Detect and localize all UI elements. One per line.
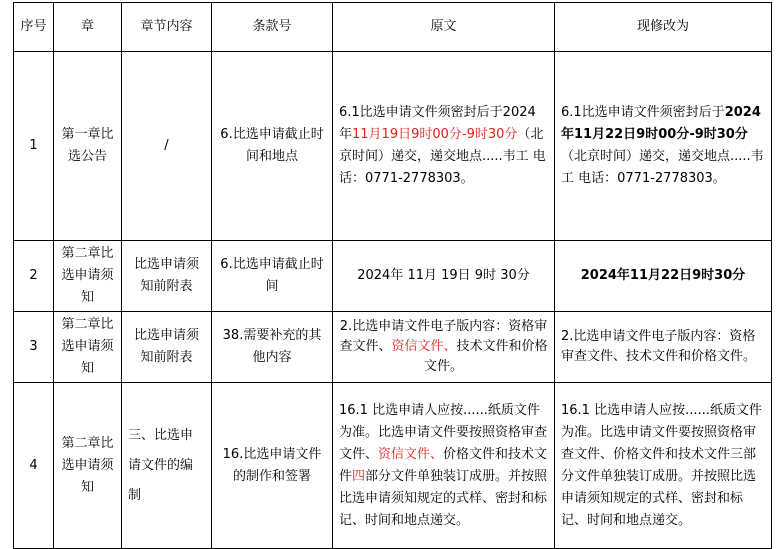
row-chapter: 第二章比选申请须知 [54,312,122,383]
row-clause: 16.比选申请文件的制作和签署 [212,383,333,549]
original-text-mid: 价格文件和技术文件 [339,446,548,484]
table-row [14,383,772,549]
row-clause: 6.比选申请截止时间 [212,241,333,312]
row-seq: 3 [14,312,54,383]
original-credit-file-highlight: 资信文件、 [378,446,444,462]
table-header-row [14,3,772,52]
row-chapter: 第二章比选申请须知 [54,383,122,549]
row-original [333,383,555,549]
original-text-tail: 部分文件单独装订成册。并按照比选申请须知规定的式样、密封和标记、时间和地点递交。 [339,468,548,528]
row-revised: 2024年11月22日9时30分 [555,241,772,312]
header-chapter: 章 [54,3,122,52]
row-section: 比选申请须知前附表 [122,312,212,383]
row-seq: 2 [14,241,54,312]
header-section: 章节内容 [122,3,212,52]
row-revised [555,52,772,241]
original-credit-file-highlight: 资信文件、 [391,339,457,354]
original-text: 16.1 比选申请人应按......纸质文件为准。比选申请文件要按照资格审查文件、 [339,402,548,462]
original-text-tail: 技术文件和价格文件。 [423,339,548,374]
revised-deadline-bold: 2024年11月22日9时00分-9时30分 [561,105,761,142]
original-text: 6.1比选申请文件须密封后于2024年 [339,105,536,142]
row-seq: 4 [14,383,54,549]
table-row [14,241,772,312]
original-text-tail: （北京时间）递交，递交地点.....韦工 电话：0771-2778303。 [339,127,546,186]
header-original: 原文 [333,3,555,52]
row-revised: 2.比选申请文件电子版内容：资格审查文件、技术文件和价格文件。 [555,312,772,383]
row-clause: 38.需要补充的其他内容 [212,312,333,383]
header-seq: 序号 [14,3,54,52]
row-section: / [122,52,212,241]
row-revised: 16.1 比选申请人应按......纸质文件为准。比选申请文件要按照资格审查文件、价格文件和技术文件三部分文件单独装订成册。并按照比选申请须知规定的式样、密封和标记、时间和地点递交。 [555,383,772,549]
row-seq: 1 [14,52,54,241]
row-chapter: 第一章比选公告 [54,52,122,241]
row-original: 2024年 11月 19日 9时 30分 [333,241,555,312]
row-section: 三、比选申请文件的编制 [122,383,212,549]
original-deadline-highlight: 11月19日9时00分-9时30分 [352,127,518,142]
row-original [333,52,555,241]
row-original [333,312,555,383]
row-clause: 6.比选申请截止时间和地点 [212,52,333,241]
header-revised: 现修改为 [555,3,772,52]
original-text: 2.比选申请文件电子版内容：资格审查文件、 [339,319,548,354]
revised-text-tail: （北京时间）递交，递交地点.....韦工 电话：0771-2778303。 [561,149,764,186]
original-count-highlight: 四 [352,468,366,484]
row-chapter: 第二章比选申请须知 [54,241,122,312]
header-clause: 条款号 [212,3,333,52]
row-section: 比选申请须知前附表 [122,241,212,312]
table-row [14,52,772,241]
table-row [14,312,772,383]
revised-text: 6.1比选申请文件须密封后于 [561,105,725,120]
amendment-table [13,2,772,549]
